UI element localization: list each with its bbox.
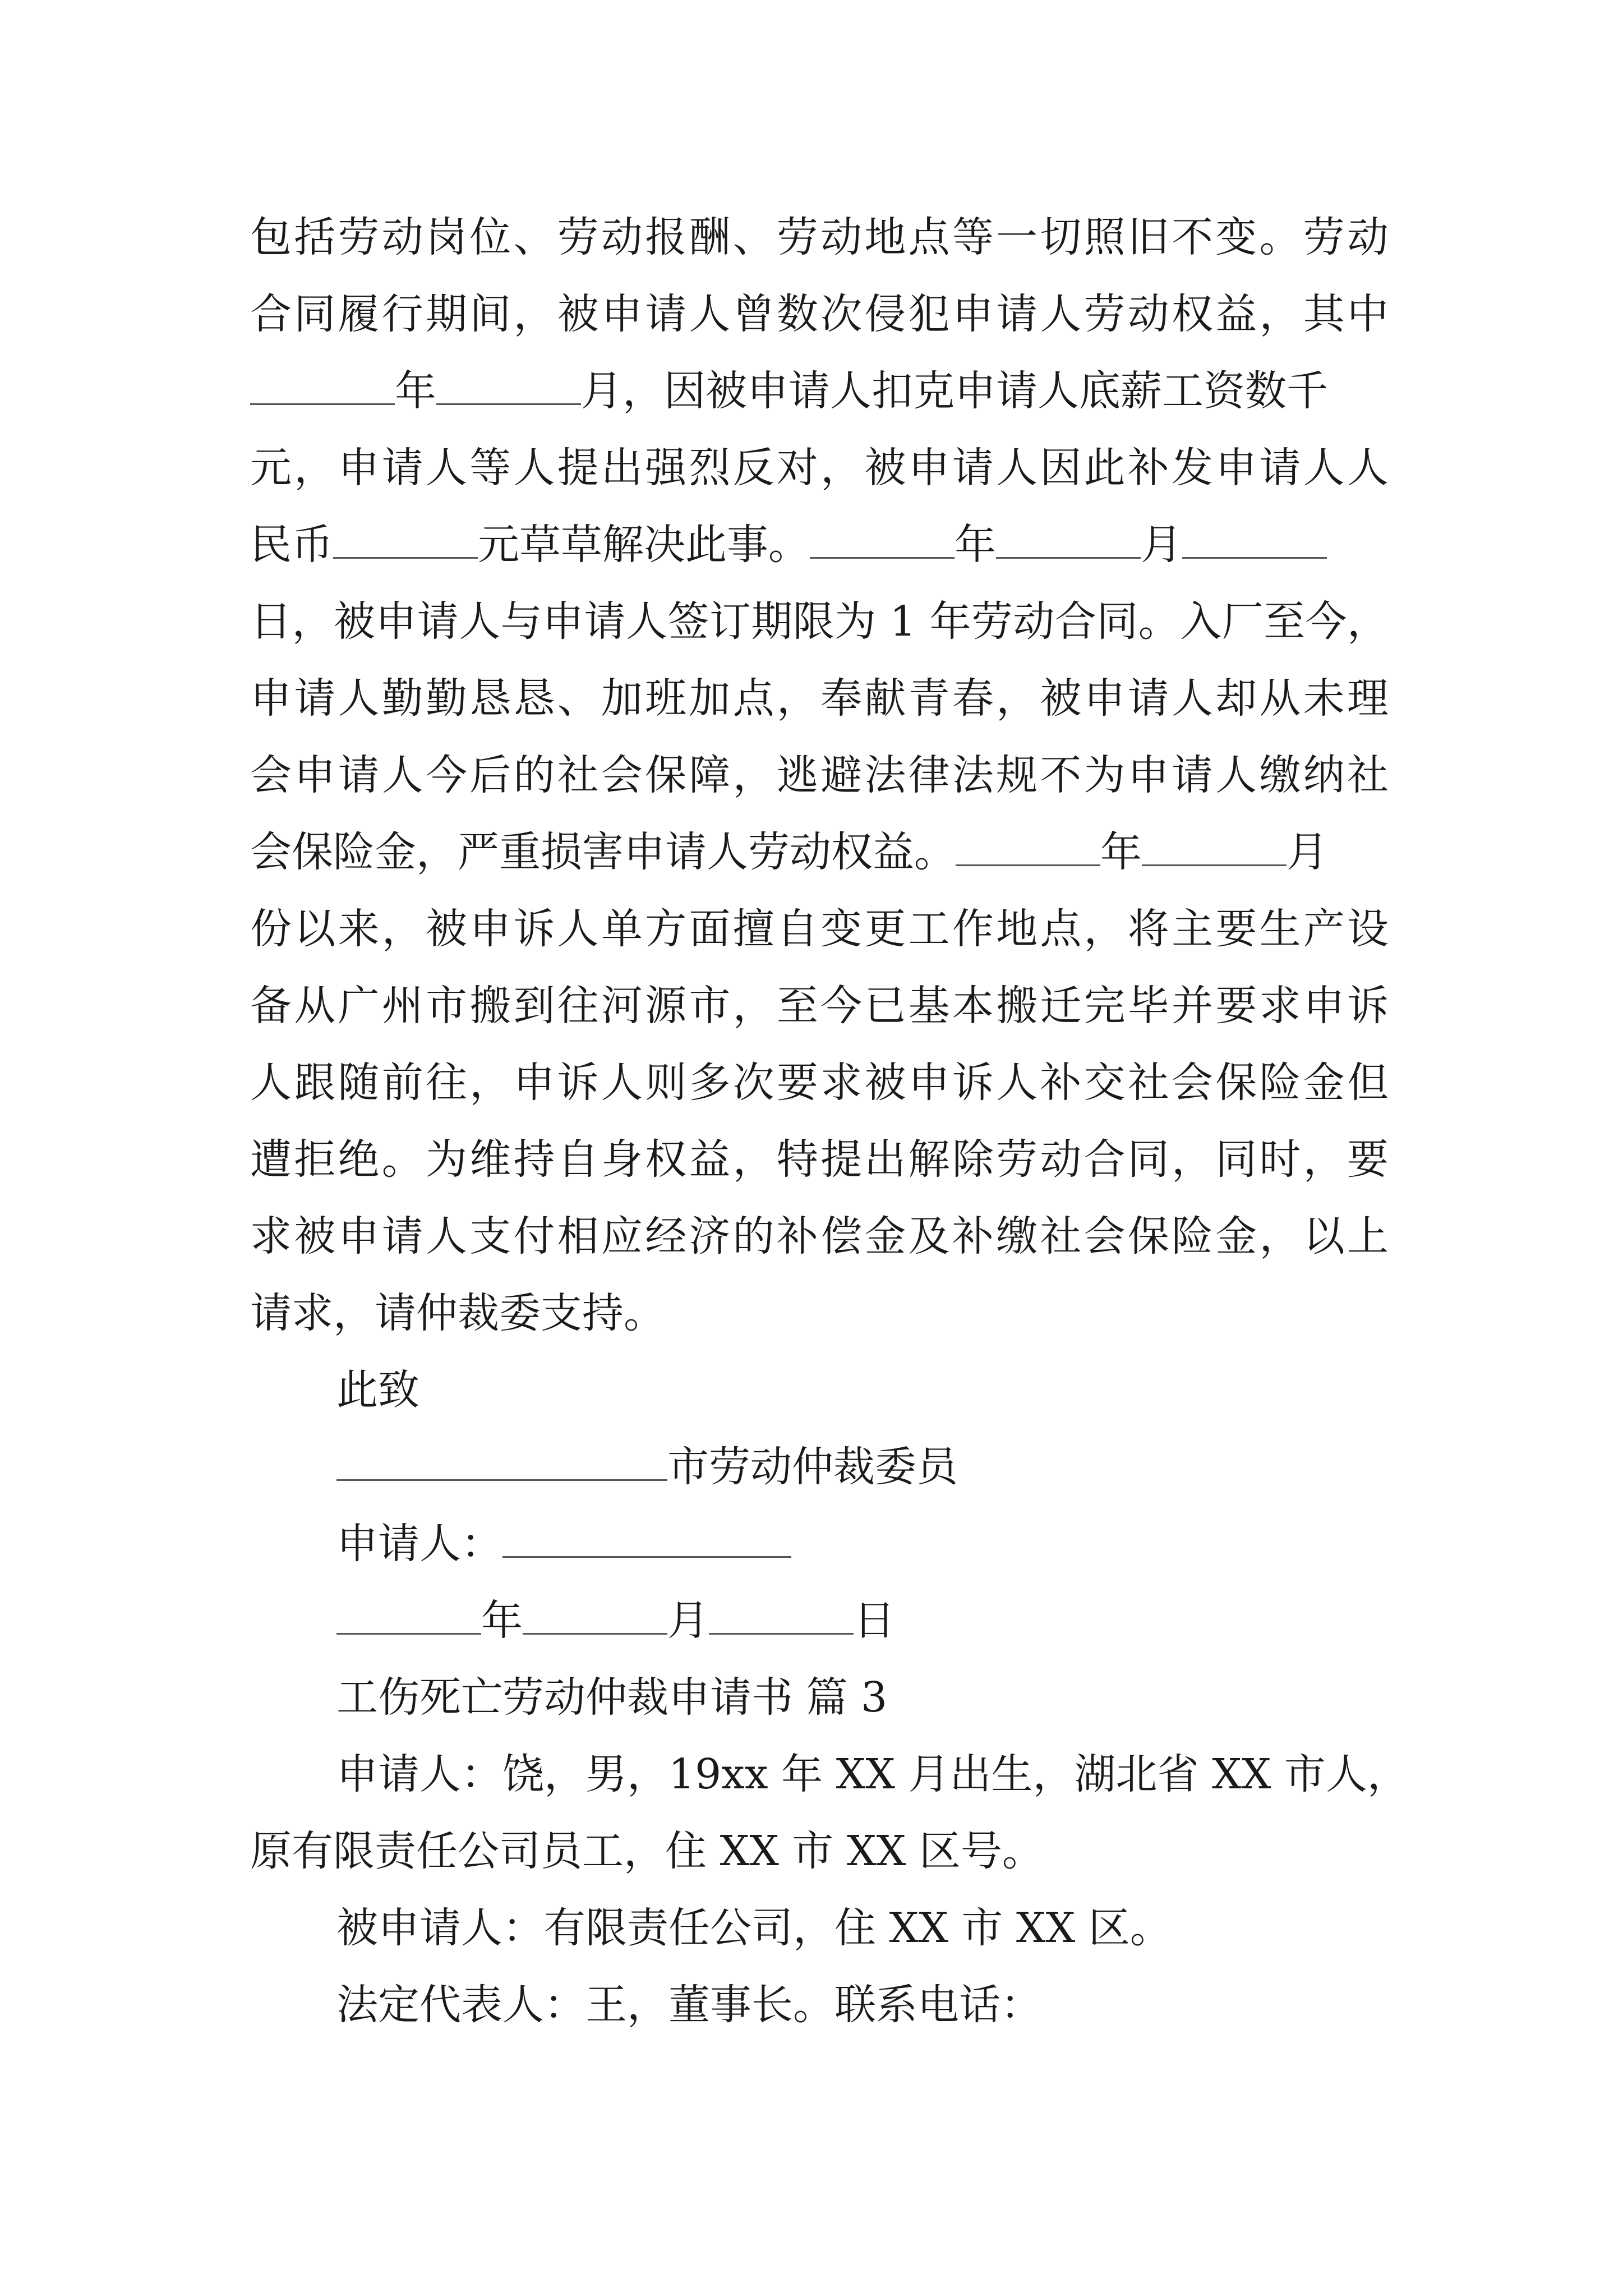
body-text: 民币 <box>250 521 333 569</box>
year-label: 年 <box>1100 828 1142 876</box>
blank-field <box>502 1517 791 1558</box>
body-line: 份以来，被申诉人单方面擅自变更工作地点，将主要生产设 <box>250 905 1389 953</box>
day-label: 日 <box>854 1596 895 1645</box>
blank-field <box>333 518 478 559</box>
year-label: 年 <box>955 521 996 569</box>
applicant-info: 原有限责任公司员工，住 XX 市 XX 区号。 <box>250 1827 1044 1875</box>
month-label: 月 <box>1141 521 1182 569</box>
year-label: 年 <box>395 367 436 415</box>
body-text: 月，因被申请人扣克申请人底薪工资数千 <box>581 367 1328 415</box>
respondent-info: 被申请人：有限责任公司，住 XX 市 XX 区。 <box>336 1904 1172 1952</box>
blank-field <box>436 365 581 405</box>
body-line: 求被申请人支付相应经济的补偿金及补缴社会保险金，以上 <box>250 1212 1389 1260</box>
recipient-line <box>336 1436 1389 1498</box>
body-line: 包括劳动岗位、劳动报酬、劳动地点等一切照旧不变。劳动 <box>250 213 1389 261</box>
body-line: 元，申请人等人提出强烈反对，被申请人因此补发申请人人 <box>250 444 1389 492</box>
section-title: 工伤死亡劳动仲裁申请书 篇 3 <box>336 1673 888 1722</box>
blank-field <box>996 518 1141 559</box>
month-label: 月 <box>1287 828 1328 876</box>
applicant-label: 申请人： <box>336 1520 502 1568</box>
blank-field <box>810 518 955 559</box>
month-label: 月 <box>667 1596 709 1645</box>
blank-field <box>709 1594 854 1635</box>
blank-field <box>336 1441 667 1481</box>
salutation: 此致 <box>336 1366 419 1414</box>
blank-field <box>1182 518 1327 559</box>
body-line: 请求，请仲裁委支持。 <box>250 1289 665 1337</box>
recipient: 市劳动仲裁委员 <box>667 1443 958 1491</box>
blank-field <box>250 365 395 405</box>
applicant-info: 申请人：饶，男，19xx 年 XX 月出生，湖北省 XX 市人， <box>336 1750 1409 1798</box>
date-line <box>336 1590 1389 1651</box>
body-line: 申请人勤勤恳恳、加班加点，奉献青春，被申请人却从未理 <box>250 674 1389 723</box>
blank-field <box>336 1594 481 1635</box>
blank-field <box>523 1594 667 1635</box>
body-line: 备从广州市搬到往河源市，至今已基本搬迁完毕并要求申诉 <box>250 982 1389 1030</box>
body-line <box>250 821 1389 883</box>
body-text: 会保险金，严重损害申请人劳动权益。 <box>250 828 956 876</box>
blank-field <box>956 826 1100 866</box>
year-label: 年 <box>481 1596 523 1645</box>
body-line: 日，被申请人与申请人签订期限为 1 年劳动合同。入厂至今， <box>250 597 1389 646</box>
body-line: 会申请人今后的社会保障，逃避法律法规不为申请人缴纳社 <box>250 751 1389 799</box>
body-line <box>250 514 1389 576</box>
body-line: 人跟随前往，申诉人则多次要求被申诉人补交社会保险金但 <box>250 1059 1389 1107</box>
body-text: 元草草解决此事。 <box>478 521 810 569</box>
applicant-signature-line <box>336 1513 1389 1575</box>
body-line: 遭拒绝。为维持自身权益，特提出解除劳动合同，同时，要 <box>250 1135 1389 1184</box>
body-line <box>250 360 1389 422</box>
blank-field <box>1142 826 1287 866</box>
body-line: 合同履行期间，被申请人曾数次侵犯申请人劳动权益，其中 <box>250 290 1389 338</box>
legal-representative: 法定代表人：王，董事长。联系电话： <box>336 1981 1042 2029</box>
